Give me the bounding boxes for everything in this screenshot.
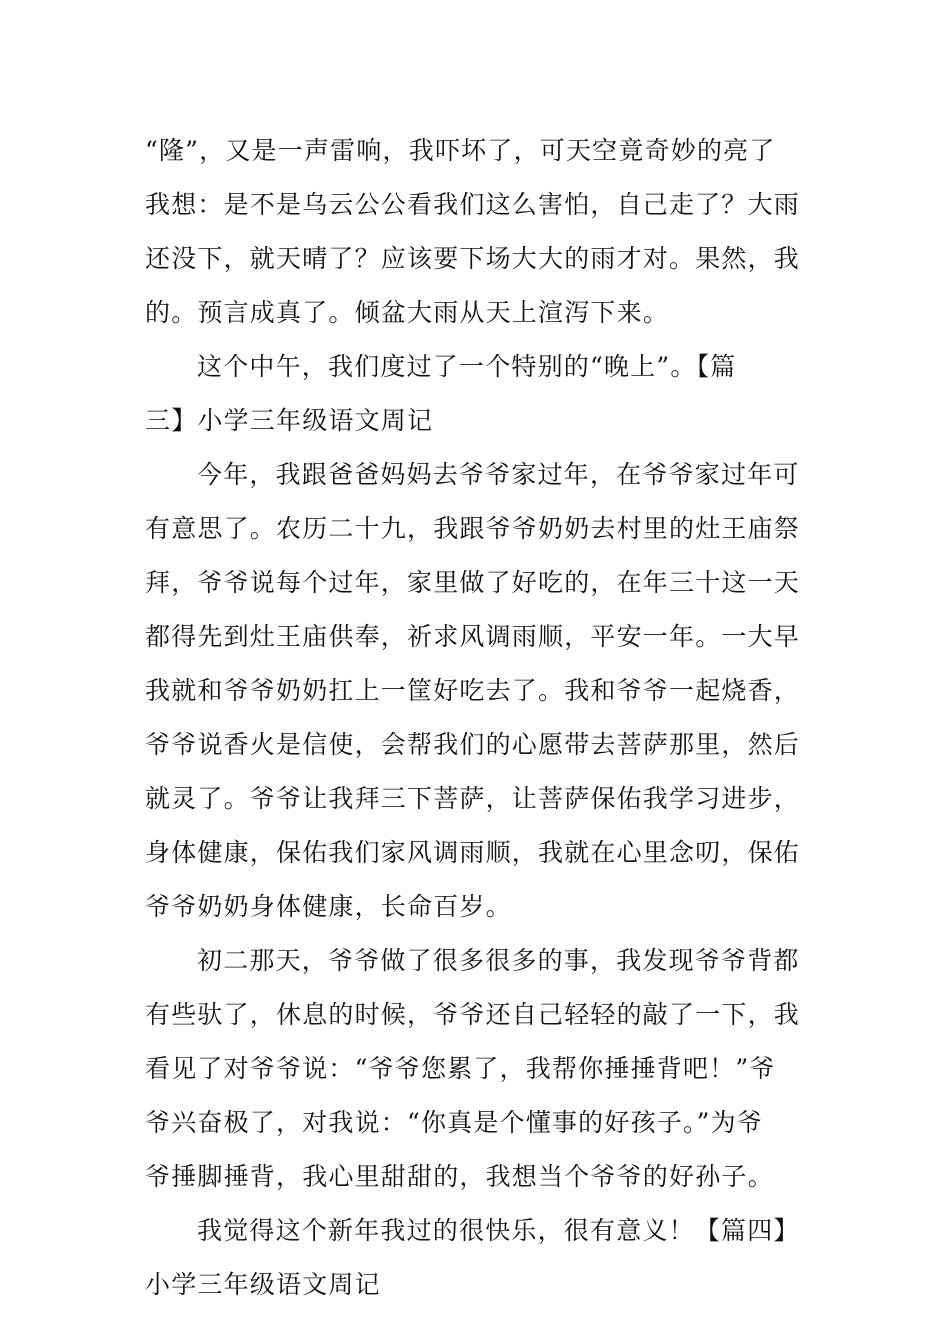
text-line: 有意思了。农历二十九，我跟爷爷奶奶去村里的灶王庙祭: [145, 514, 801, 543]
paragraph-start-line: 这个中午，我们度过了一个特别的“晚上”。【篇: [197, 352, 737, 381]
text-line: 我就和爷爷奶奶扛上一筐好吃去了。我和爷爷一起烧香，: [145, 676, 801, 705]
text-line: 有些驮了，休息的时候，爷爷还自己轻轻的敲了一下，我: [145, 1000, 801, 1029]
text-line: 爷捶脚捶背，我心里甜甜的，我想当个爷爷的好孙子。: [145, 1162, 774, 1191]
text-line: 的。预言成真了。倾盆大雨从天上渲泻下来。: [145, 298, 670, 327]
paragraph-start-line: 初二那天，爷爷做了很多很多的事，我发现爷爷背都: [197, 946, 800, 975]
text-line: 爷爷说香火是信使，会帮我们的心愿带去菩萨那里，然后: [145, 730, 801, 759]
text-line: 小学三年级语文周记: [145, 1270, 381, 1299]
text-line: “隆”，又是一声雷响，我吓坏了，可天空竟奇妙的亮了: [145, 136, 776, 165]
paragraph-start-line: 我觉得这个新年我过的很快乐，很有意义！【篇四】: [197, 1216, 800, 1245]
text-line: 爷兴奋极了，对我说：“你真是个懂事的好孩子。”为爷: [145, 1108, 764, 1137]
text-line: 看见了对爷爷说：“爷爷您累了，我帮你捶捶背吧！”爷: [145, 1054, 776, 1083]
text-line: 我想：是不是乌云公公看我们这么害怕，自己走了？大雨: [145, 190, 801, 219]
text-line: 还没下，就天晴了？应该要下场大大的雨才对。果然，我: [145, 244, 801, 273]
text-line: 身体健康，保佑我们家风调雨顺，我就在心里念叨，保佑: [145, 838, 801, 867]
paragraph-start-line: 今年，我跟爸爸妈妈去爷爷家过年，在爷爷家过年可: [197, 460, 800, 489]
text-line: 就灵了。爷爷让我拜三下菩萨，让菩萨保佑我学习进步，: [145, 784, 801, 813]
text-line: 爷爷奶奶身体健康，长命百岁。: [145, 892, 512, 921]
text-line: 都得先到灶王庙供奉，祈求风调雨顺，平安一年。一大早: [145, 622, 801, 651]
body-text: [145, 124, 809, 1312]
text-line: 拜，爷爷说每个过年，家里做了好吃的，在年三十这一天: [145, 568, 801, 597]
text-line: 三】小学三年级语文周记: [145, 406, 434, 435]
